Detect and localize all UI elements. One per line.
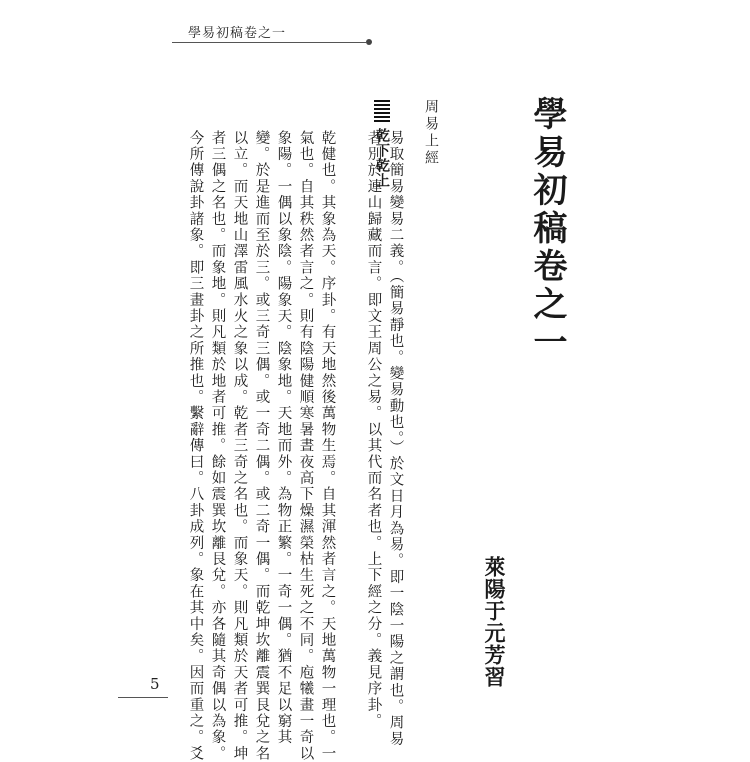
chapter-title: 學易初稿卷之一 [527,96,567,362]
body-column: 者別於連山歸藏而言。即文王周公之易。以其代而名者也。上下經之分。義見序卦。 [365,130,382,730]
body-column: 乾健也。其象為天。序卦。有天地然後萬物生焉。自其渾然者言之。天地萬物一理也。一 [319,130,336,762]
body-column: 以立。而天地山澤雷風水火之象以成。乾者三奇之名也。而象天。則凡類於天者可推。坤 [231,130,248,762]
footer-rule [118,697,168,698]
author-line: 萊陽于元芳習 [482,556,507,688]
body-column: 者三偶之名也。而象地。則凡類於地者可推。餘如震巽坎離艮兌。亦各隨其奇偶以為象。 [209,130,226,762]
qian-hexagram-icon [374,100,390,122]
hexagram-label: 乾下乾上 [374,128,390,188]
body-column: 象陽。一偶以象陰。陽象天。陰象地。天地而外。為物正繁。一奇一偶。猶不足以窮其 [275,130,292,746]
section-heading: 周易上經 [423,99,439,167]
body-column: 今所傳說卦諸象。即三畫卦之所推也。繫辭傳曰。八卦成列。象在其中矣。因而重之。爻 [187,130,204,762]
header-rule-dot [366,39,372,45]
page-number: 5 [150,675,160,693]
body-column: 變。於是進而至於三。或三奇三偶。或一奇二偶。或二奇一偶。而乾坤坎離震巽艮兌之名 [253,130,270,762]
body-column: 氣也。自其秩然者言之。則有陰陽健順寒暑晝夜高下燥濕榮枯生死之不同。庖犧畫一奇以 [297,130,314,762]
hexagram-heading [342,100,422,188]
running-head: 學易初稿卷之一 [188,26,287,41]
body-column: 易取簡易變易二義。（簡易靜也。變易動也。）於文日月為易。即一陰一陽之謂也。周易 [387,130,404,748]
header-rule [172,42,366,43]
